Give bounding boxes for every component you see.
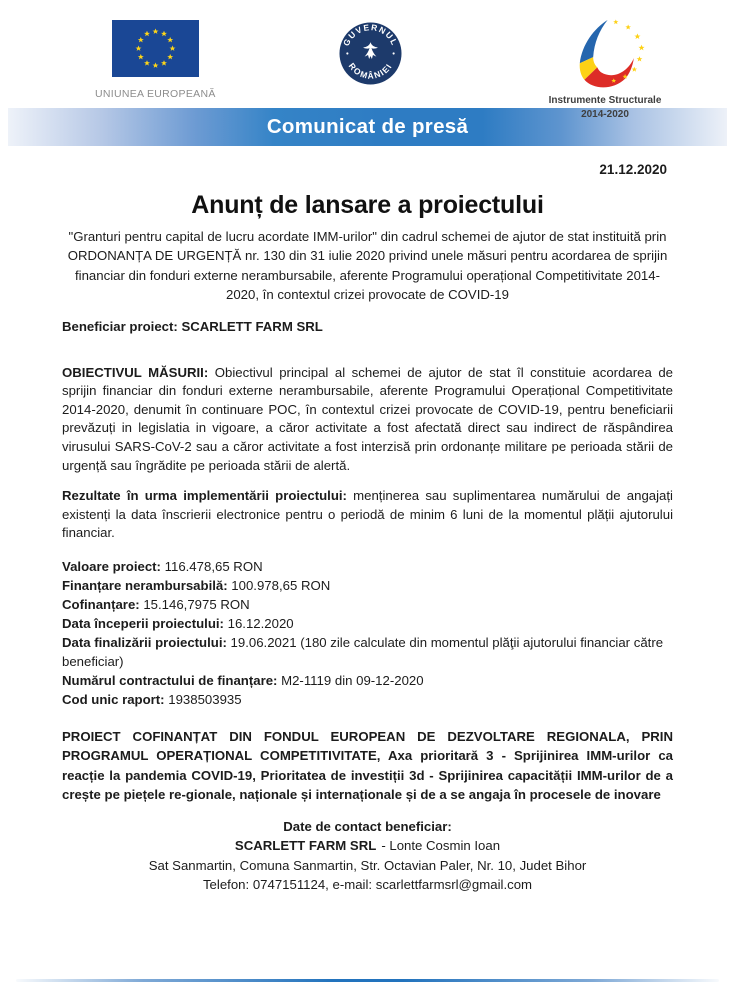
results-label: Rezultate în urma implementării proiectului: [62,488,347,504]
contact-phone-email: Telefon: 0747151124, e-mail: scarlettfarmsrl@gmail.com [202,877,533,893]
structural-instruments-label: Instrumente Structurale [548,95,662,106]
contact-heading: Date de contact beneficiar: [283,818,452,834]
contact-person: - Lonte Cosmin Ioan [381,838,501,854]
detail-row-unique-code: Cod unic raport: 1938503935 [62,691,242,707]
government-seal-icon [339,22,402,85]
detail-row-end-date: Data finalizării proiectului: 19.06.2021 (180 zile calculate din momentul plăţii ajutorului financiar către beneficiar) [62,634,664,669]
cofinance-paragraph: PROIECT COFINANȚAT DIN FONDUL EUROPEAN DE DEZVOLTARE REGIONALA, PRIN PROGRAMUL OPERAȚIONAL COMPETITIVITATE, Axa prioritară 3 - Sprijinirea IMM-urilor ca reacție la pandemia COVID-19, Prioritatea de investiții 3d - Sprijinirea capacității IMM-urilor de a crește pe piețele re-gionale, naționale și internaționale și de a se angaja în procesele de inovare [62,728,673,803]
beneficiary-line: Beneficiar proiect: SCARLETT FARM SRL [62,318,323,334]
detail-row-cofinancing: Cofinanțare: 15.146,7975 RON [62,596,250,612]
objective-text: Obiectivul principal al schemei de ajutor de stat îl constituie acordarea de sprijin financiar din fonduri externe nerambursabile, aferente Programului Operațional Competitivitate 2014-2020, denumit în continuare POC, în contextul crizei provocate de COVID-19, pentru beneficiarii prevăzuți in legislatia in vigoare, a căror activitate a fost afectată direct sau indirect de răspândirea virusului SARS-CoV-2 sau a căror activitate a fost interzisă prin ordonanțe militare pe perioada stării de urgență sau îngrădite pe perioada stării de alertă. [62,364,674,473]
eu-logo-label: UNIUNEA EUROPEANĂ [95,88,216,100]
gov-seal-top-text: GUVERNUL [340,22,400,48]
contact-block [40,817,695,895]
eu-logo [95,20,216,100]
structural-instruments-logo [525,18,685,120]
detail-row-grant: Finanțare nerambursabilă: 100.978,65 RON [62,577,331,593]
eu-flag-icon [112,20,199,77]
government-logo [339,22,402,90]
detail-row-contract-number: Numărul contractului de finanțare: M2-1119 din 09-12-2020 [62,672,424,688]
project-details-list [62,557,673,709]
footer-divider [16,979,719,982]
structural-instruments-years: 2014-2020 [581,108,629,120]
gov-seal-bottom-text: ROMÂNIEI [346,60,395,81]
detail-row-project-value: Valoare proiect: 116.478,65 RON [62,558,263,574]
contact-company-line [40,836,695,856]
structural-instruments-icon [555,18,655,88]
page-title: Anunț de lansare a proiectului [191,191,544,219]
objective-label: OBIECTIVUL MĂSURII: [62,364,209,380]
intro-paragraph: "Granturi pentru capital de lucru acordate IMM-urilor" din cadrul schemei de ajutor de stat instituită prin ORDONANȚA DE URGENȚĂ nr. 130 din 31 iulie 2020 privind unele măsuri pentru acordarea de sprijin financiar din fonduri externe nerambursabile, aferente Programului operațional Competitivitate 2014-2020, în contextul crizei provocate de COVID-19 [67,229,668,303]
detail-row-start-date: Data începerii proiectului: 16.12.2020 [62,615,294,631]
document-date: 21.12.2020 [599,162,667,177]
contact-company: SCARLETT FARM SRL [234,838,377,854]
results-text: menținerea sau suplimentarea numărului de angajați existenți la data înscrierii electronice pentru o periodă de minim 6 luni de la momentul plății ajutorului financiar. [62,488,673,541]
results-paragraph [62,487,673,543]
contact-address: Sat Sanmartin, Comuna Sanmartin, Str. Octavian Paler, Nr. 10, Judet Bihor [148,857,587,873]
objective-paragraph [62,364,673,476]
header-logos [0,0,735,120]
press-banner-title: Comunicat de presă [266,115,469,138]
